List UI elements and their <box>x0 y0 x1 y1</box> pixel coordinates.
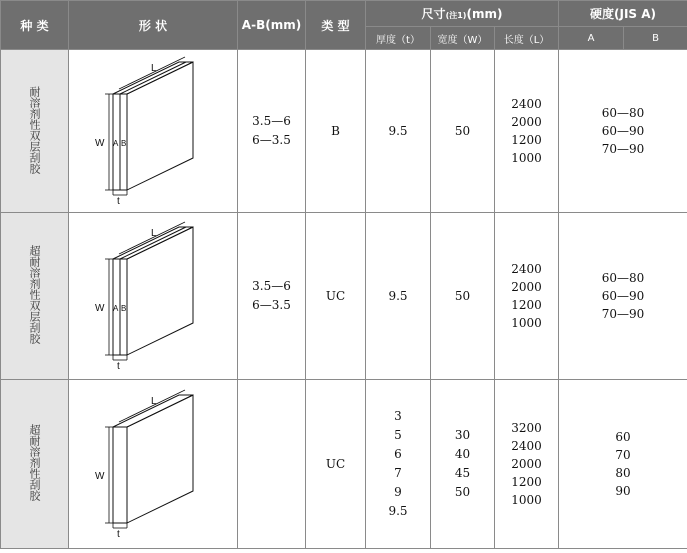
ab-cell <box>238 380 306 549</box>
hardness-value: 70 <box>615 448 631 462</box>
label-a: A <box>113 139 119 148</box>
hardness-value: 90 <box>615 484 631 498</box>
type-cell <box>1 50 69 213</box>
ab-value: 6—3.5 <box>252 133 291 147</box>
label-a: A <box>113 304 119 313</box>
size-label: 尺寸 <box>421 7 446 21</box>
hardness-value: 60—90 <box>601 124 645 138</box>
thickness-cell: 9.5 <box>366 213 431 380</box>
length-value: 1000 <box>511 151 542 165</box>
header-hardness-b: B <box>624 27 687 50</box>
model-cell: B <box>306 50 366 213</box>
length-value: 1200 <box>511 133 542 147</box>
width-cell <box>431 380 495 549</box>
shape-diagram-double <box>69 213 238 380</box>
type-cell <box>1 213 69 380</box>
length-cell <box>495 50 559 213</box>
header-shape: 形 状 <box>69 1 238 50</box>
thickness-cell <box>366 380 431 549</box>
thickness-value: 5 <box>394 428 402 442</box>
squeegee-diagram <box>93 54 213 204</box>
hardness-value: 60—80 <box>601 271 645 285</box>
type-name: 超耐溶剂性刮胶 <box>28 424 41 501</box>
ab-cell <box>238 213 306 380</box>
header-width: 宽度（W） <box>431 27 495 50</box>
label-b: B <box>121 139 127 148</box>
label-w: W <box>95 471 105 482</box>
size-note: (注1) <box>445 11 467 20</box>
width-value: 30 <box>454 428 471 442</box>
length-value: 2400 <box>511 439 542 453</box>
label-l: L <box>151 63 157 74</box>
length-cell <box>495 213 559 380</box>
length-value: 2400 <box>511 262 542 276</box>
width-value: 50 <box>454 485 471 499</box>
hardness-value: 70—90 <box>601 307 645 321</box>
thickness-value: 6 <box>394 447 402 461</box>
length-cell <box>495 380 559 549</box>
length-value: 2000 <box>511 457 542 471</box>
model-cell: UC <box>306 213 366 380</box>
hardness-cell <box>559 380 687 549</box>
thickness-value: 9 <box>394 485 402 499</box>
thickness-cell: 9.5 <box>366 50 431 213</box>
type-name: 耐溶剂性双层刮胶 <box>28 85 41 174</box>
hardness-value: 80 <box>615 466 631 480</box>
label-l: L <box>151 396 157 407</box>
label-l: L <box>151 228 157 239</box>
label-w: W <box>95 303 105 314</box>
thickness-value: 9.5 <box>388 504 408 518</box>
label-t: t <box>117 196 120 204</box>
length-value: 3200 <box>511 421 542 435</box>
label-b: B <box>121 304 127 313</box>
header-model: 类 型 <box>306 1 366 50</box>
table-row <box>1 380 687 549</box>
label-t: t <box>117 529 120 537</box>
ab-value: 6—3.5 <box>252 298 291 312</box>
length-value: 2000 <box>511 280 542 294</box>
ab-cell <box>238 50 306 213</box>
width-value: 40 <box>454 447 471 461</box>
length-value: 1000 <box>511 316 542 330</box>
model-cell: UC <box>306 380 366 549</box>
width-cell: 50 <box>431 213 495 380</box>
header-size <box>366 1 559 27</box>
size-unit: (mm) <box>466 7 503 21</box>
length-value: 1200 <box>511 298 542 312</box>
header-hardness: 硬度(JIS A) <box>559 1 687 27</box>
shape-diagram-single <box>69 380 238 549</box>
hardness-value: 70—90 <box>601 142 645 156</box>
hardness-cell <box>559 50 687 213</box>
hardness-cell <box>559 213 687 380</box>
type-name: 超耐溶剂性双层刮胶 <box>28 245 41 344</box>
label-w: W <box>95 138 105 149</box>
width-cell: 50 <box>431 50 495 213</box>
header-thickness: 厚度（t） <box>366 27 431 50</box>
hardness-value: 60 <box>615 430 631 444</box>
length-value: 1200 <box>511 475 542 489</box>
ab-value: 3.5—6 <box>252 279 291 293</box>
header-ab: A-B(mm) <box>238 1 306 50</box>
header-type: 种 类 <box>1 1 69 50</box>
length-value: 2000 <box>511 115 542 129</box>
thickness-value: 3 <box>394 409 402 423</box>
length-value: 1000 <box>511 493 542 507</box>
shape-diagram-double <box>69 50 238 213</box>
length-value: 2400 <box>511 97 542 111</box>
hardness-value: 60—80 <box>601 106 645 120</box>
header-length: 长度（L） <box>495 27 559 50</box>
ab-value: 3.5—6 <box>252 114 291 128</box>
table-row <box>1 213 687 380</box>
squeegee-diagram <box>93 387 213 537</box>
label-t: t <box>117 361 120 369</box>
header-hardness-a: A <box>559 27 624 50</box>
hardness-value: 60—90 <box>601 289 645 303</box>
type-cell <box>1 380 69 549</box>
squeegee-diagram <box>93 219 213 369</box>
thickness-value: 7 <box>394 466 402 480</box>
width-value: 45 <box>454 466 471 480</box>
table-row <box>1 50 687 213</box>
